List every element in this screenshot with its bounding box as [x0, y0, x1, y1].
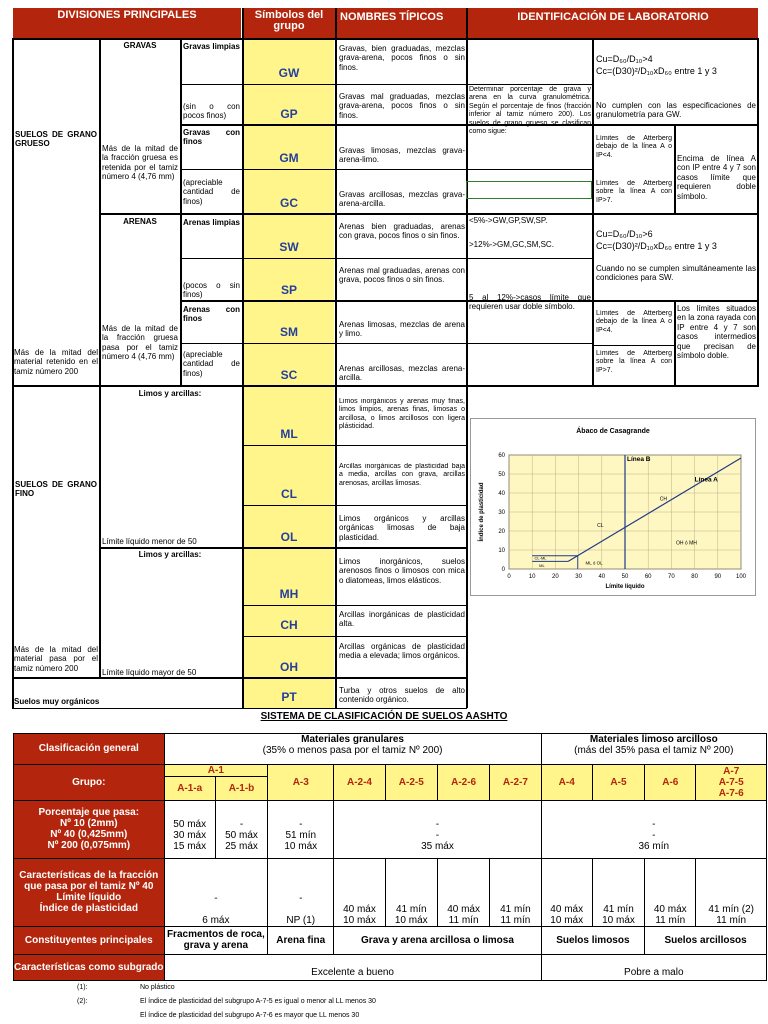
zone-cl: CL: [597, 523, 604, 530]
x-tick-label: 40: [598, 574, 606, 580]
const-suelos-arcillosos: Suelos arcillosos: [645, 926, 767, 954]
name-gw: Gravas, bien graduadas, mezclas grava-arena, pocos finos o sin finos.: [339, 44, 465, 72]
suelos-grano-fino: SUELOS DE GRANO FINO: [15, 480, 97, 499]
limosos-header: Materiales limoso arcilloso (más del 35% pasa el tamiz Nº 200): [541, 734, 766, 757]
aashto-table: [13, 733, 767, 981]
x-tick-label: 0: [507, 574, 511, 580]
header-nombres: NOMBRES TÍPICOS: [337, 8, 470, 38]
lab-gp: No cumplen con las especificaciones de granulometría para GW.: [596, 101, 756, 120]
note-1-text: No plástico: [140, 984, 175, 991]
caract-a5: 41 mín 10 máx: [592, 858, 644, 926]
x-axis-label: Límite líquido: [605, 584, 645, 590]
caract-a6: 40 máx 11 mín: [645, 858, 696, 926]
group-a4: A-4: [541, 764, 592, 800]
linea-b-label: Línea B: [627, 456, 651, 463]
y-tick-label: 10: [498, 548, 505, 554]
lab-determinar: Determinar porcentaje de grava y arena en la curva granulométrica. Según el porcentaje de finos (fracción inferior al tamiz número 200). Los suelos de grano grueso se clasifican como sigue:: [469, 86, 591, 136]
gravas-label: GRAVAS: [123, 41, 157, 50]
group-a3: A-3: [268, 764, 334, 800]
gravas-limpias: Gravas limpias: [183, 42, 240, 51]
lab-sw-cu: Cu=D₆₀/D₁₀>6: [596, 229, 653, 239]
group-a25: A-2-5: [385, 764, 437, 800]
symbol-pt: PT: [244, 678, 334, 708]
name-gp: Gravas mal graduadas, mezclas grava-arena, pocos finos o sin finos.: [339, 92, 465, 120]
y-tick-label: 50: [498, 472, 505, 478]
clasificacion-general-label: Clasificación general: [14, 734, 165, 765]
symbol-oh: OH: [244, 636, 334, 678]
symbol-sw: SW: [244, 214, 334, 258]
pasa-limosos: - - 36 mín: [541, 800, 766, 858]
x-tick-label: 90: [714, 574, 722, 580]
symbol-gp: GP: [244, 84, 334, 125]
const-fragmentos: Fracmentos de roca, grava y arena: [164, 926, 268, 954]
name-mh: Limos inorgánicos, suelos arenosos finos o limosos con mica o diatomeas, limos elásticos.: [339, 557, 465, 585]
note-2-text: El índice de plasticidad del subgrupo A-7-5 es igual o menor al LL menos 30: [140, 998, 376, 1005]
header-identificacion: IDENTIFICACIÓN DE LABORATORIO: [468, 8, 758, 38]
name-sm: Arenas limosas, mezclas de arena y limo.: [339, 320, 465, 339]
gravas-desc: Más de la mitad de la fracción gruesa es retenida por el tamiz número 4 (4,76 mm): [102, 144, 178, 182]
y-tick-label: 40: [498, 491, 505, 497]
zone-cl-ml: CL-ML: [534, 555, 547, 561]
caract-a3: - NP (1): [268, 858, 334, 926]
group-a6: A-6: [645, 764, 696, 800]
gravas-con-finos: Gravas con finos: [183, 128, 240, 147]
caract-a1: - 6 máx: [164, 858, 268, 926]
const-grava-arena: Grava y arena arcillosa o limosa: [334, 926, 541, 954]
arenas-limpias: Arenas limpias: [183, 218, 240, 227]
y-axis-label: Índice de plasticidad: [479, 482, 485, 542]
note-3-text: El índice de plasticidad del subgrupo A-7-6 es mayor que LL menos 30: [140, 1012, 360, 1019]
symbol-sc: SC: [244, 343, 334, 386]
lab-sp: Cuando no se cumplen simultáneamente las condiciones para SW.: [596, 264, 756, 283]
lab-p12: >12%->GM,GC,SM,SC.: [469, 240, 554, 249]
note-1-num: (1):: [77, 984, 88, 991]
zone-ml: ML: [539, 563, 545, 569]
header-simbolos: Símbolos del grupo: [243, 8, 335, 40]
pasa-a2: - - 35 máx: [334, 800, 541, 858]
limite-liquido-menor: Límite líquido menor de 50: [102, 537, 197, 546]
group-a1a: A-1-a: [164, 776, 215, 800]
chart-title: Ábaco de Casagrande: [576, 428, 650, 435]
name-sw: Arenas bien graduadas, arenas con grava, pocos finos o sin finos.: [339, 222, 465, 241]
constituyentes-label: Constituyentes principales: [14, 926, 165, 954]
pasa-a1b: - 50 máx 25 máx: [215, 800, 267, 858]
caract-a24: 40 máx 10 máx: [334, 858, 385, 926]
x-tick-label: 20: [552, 574, 559, 580]
suelos-organicos: Suelos muy orgánicos: [14, 697, 100, 706]
symbol-ch: CH: [244, 605, 334, 636]
lab-p5: <5%->GW,GP,SW,SP.: [469, 216, 548, 225]
suelos-grano-grueso: SUELOS DE GRANO GRUESO: [15, 130, 97, 149]
arenas-label: ARENAS: [123, 217, 157, 226]
name-oh: Arcillas orgánicas de plasticidad media a elevada; limos orgánicos.: [339, 642, 465, 661]
x-tick-label: 80: [691, 574, 698, 580]
lab-p5-12: 5 al 12%->casos límite que requieren usar doble símbolo.: [469, 293, 591, 312]
y-tick-label: 20: [498, 529, 505, 535]
aashto-title: SISTEMA DE CLASIFICACIÓN DE SUELOS AASHTO: [260, 711, 508, 722]
x-tick-label: 30: [575, 574, 582, 580]
name-cl: Arcillas inorgánicas de plasticidad baja a media, arcillas con grava, arcillas arenosas, arcillas limosas.: [339, 463, 465, 487]
lab-gc: Límites de Atterberg sobre la línea A con IP>7.: [596, 180, 672, 204]
zone-ch: CH: [659, 496, 668, 503]
pasa-a1a: 50 máx 30 máx 15 máx: [164, 800, 215, 858]
zone-ml-ol: ML ó OL: [585, 560, 603, 566]
limos-arcillas-2: Limos y arcillas:: [138, 550, 202, 559]
linea-a-label: Línea A: [694, 476, 718, 484]
symbol-sp: SP: [244, 258, 334, 301]
name-gm: Gravas limosas, mezclas grava-arena-limo.: [339, 146, 465, 165]
const-arena-fina: Arena fina: [268, 926, 334, 954]
symbol-ml: ML: [244, 387, 334, 445]
lab-sm-sc: Los límites situados en la zona rayada con IP entre 4 y 7 son casos intermedios que precisan de símbolo doble.: [677, 304, 756, 361]
caract-a4: 40 máx 10 máx: [541, 858, 592, 926]
lab-sm: Límites de Atterberg debajo de la línea A o IP<4.: [596, 310, 672, 334]
caract-a7: 41 mín (2) 11 mín: [696, 858, 767, 926]
casagrande-svg: [471, 419, 755, 595]
name-gc: Gravas arcillosas, mezclas grava-arena-arcilla.: [339, 190, 465, 209]
name-ch: Arcillas inorgánicas de plasticidad alta.: [339, 610, 465, 629]
header-divisiones: DIVISIONES PRINCIPALES: [13, 8, 241, 40]
lab-gm: Límites de Atterberg debajo de la línea A o IP<4.: [596, 135, 672, 159]
caract-a27: 41 mín 11 mín: [490, 858, 541, 926]
group-a24: A-2-4: [334, 764, 385, 800]
group-a1: A-1: [164, 764, 268, 776]
y-tick-label: 30: [498, 510, 505, 516]
name-ol: Limos orgánicos y arcillas orgánicas limosas de baja plasticidad.: [339, 514, 465, 542]
group-a27: A-2-7: [490, 764, 541, 800]
arenas-con-finos-note: (apreciable cantidad de finos): [183, 350, 240, 378]
lab-gw-cc: Cc=(D30)²/D₁₀xD₆₀ entre 1 y 3: [596, 66, 717, 76]
pasa-a3: - 51 mín 10 máx: [268, 800, 334, 858]
x-tick-label: 60: [644, 574, 652, 580]
grueso-note: Más de la mitad del material retenido en el tamiz número 200: [14, 348, 98, 376]
gravas-con-finos-note: (apreciable cantidad de finos): [183, 178, 240, 206]
arenas-con-finos: Arenas con finos: [183, 305, 240, 324]
arenas-limpias-note: (pocos o sin finos): [183, 281, 240, 300]
y-tick-label: 60: [498, 453, 505, 459]
name-sc: Arenas arcillosas, mezclas arena-arcilla.: [339, 364, 465, 383]
x-tick-label: 50: [621, 574, 629, 580]
symbol-gw: GW: [244, 40, 334, 84]
granulares-header: Materiales granulares (35% o menos pasa por el tamiz Nº 200): [164, 734, 541, 757]
limite-liquido-mayor: Límite líquido mayor de 50: [102, 668, 197, 677]
name-sp: Arenas mal graduadas, arenas con grava, pocos finos o sin finos.: [339, 266, 465, 285]
lab-sc: Límites de Atterberg sobre la línea A con IP>7.: [596, 350, 672, 374]
name-pt: Turba y otros suelos de alto contenido orgánico.: [339, 686, 465, 705]
symbol-ol: OL: [244, 505, 334, 548]
fino-note: Más de la mitad del material pasa por el tamiz número 200: [14, 645, 98, 673]
subgrado-excelente: Excelente a bueno: [164, 954, 541, 980]
porcentaje-pasa-label: Porcentaje que pasa: Nº 10 (2mm) Nº 40 (0,425mm) Nº 200 (0,075mm): [14, 800, 165, 858]
symbol-gc: GC: [244, 169, 334, 214]
x-tick-label: 10: [528, 574, 536, 580]
arenas-desc: Más de la mitad de la fracción gruesa pasa por el tamiz número 4 (4,76 mm): [102, 324, 178, 362]
caract-a25: 41 mín 10 máx: [385, 858, 437, 926]
const-suelos-limosos: Suelos limosos: [541, 926, 645, 954]
y-tick-label: 0: [501, 567, 505, 573]
gravas-limpias-note: (sin o con pocos finos): [183, 102, 240, 121]
symbol-mh: MH: [244, 548, 334, 605]
grupo-label: Grupo:: [14, 764, 165, 800]
note-2-num: (2):: [77, 998, 88, 1005]
group-a5: A-5: [592, 764, 644, 800]
limos-arcillas-1: Limos y arcillas:: [138, 389, 202, 398]
zone-mh-oh: OH ó MH: [676, 540, 697, 547]
lab-sw-cc: Cc=(D30)²/D₁₀xD₆₀ entre 1 y 3: [596, 241, 717, 251]
symbol-cl: CL: [244, 445, 334, 505]
lab-gw-cu: Cu=D₆₀/D₁₀>4: [596, 54, 653, 64]
casagrande-chart: [470, 418, 756, 596]
lab-gm-gc: Encima de línea A con IP entre 4 y 7 son casos límite que requieren doble símbolo.: [677, 154, 756, 201]
x-tick-label: 70: [668, 574, 675, 580]
caract-a26: 40 máx 11 mín: [437, 858, 489, 926]
symbol-sm: SM: [244, 301, 334, 343]
name-ml: Limos inorgánicos y arenas muy finas, limos limpios, arenas finas, limosas o arcillosa, o limos arcillosos con ligera plásticidad.: [339, 398, 465, 431]
group-a1b: A-1-b: [215, 776, 267, 800]
caracteristicas-label: Características de la fracción que pasa por el tamiz Nº 40 Límite líquido Índice de plasticidad: [14, 858, 165, 926]
symbol-gm: GM: [244, 125, 334, 169]
group-a26: A-2-6: [437, 764, 489, 800]
subgrado-label: Características como subgrado: [14, 954, 165, 980]
x-tick-label: 100: [735, 574, 747, 580]
lab-highlight-box: [466, 181, 592, 199]
group-a7: A-7 A-7-5 A-7-6: [696, 764, 767, 800]
subgrado-pobre: Pobre a malo: [541, 954, 766, 980]
